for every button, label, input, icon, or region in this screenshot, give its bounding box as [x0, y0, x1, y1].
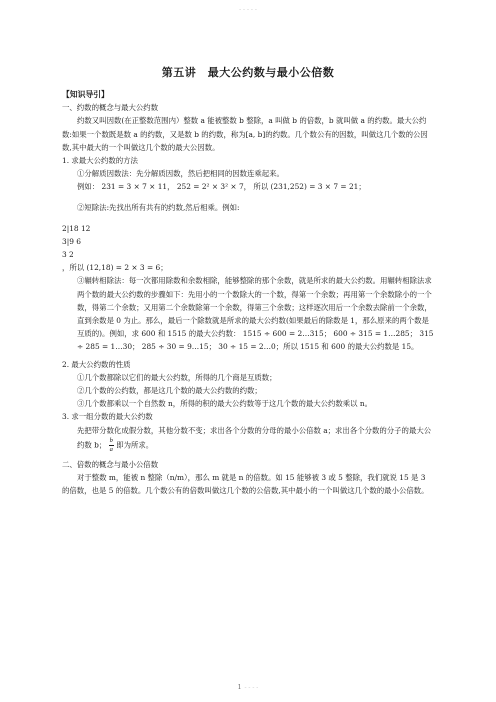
method-1-item-1: ①分解质因数法：先分解质因数，然后把相同的因数连乘起来。 [77, 169, 284, 179]
method-3-text-a: 先把带分数化成假分数，其他分数不变；求出各个分数的分母的最小公倍数 a；求出各个分数的分子的最大公约数 b； [77, 425, 432, 450]
method-2-item-2: ②几个数的公约数，都是这几个数的最大公约数的约数； [77, 386, 262, 396]
section-2-title: 二、倍数的概念与最小公倍数 [62, 459, 159, 469]
page-footer [0, 684, 496, 691]
method-3-title: 3. 求一组分数的最大公约数 [62, 412, 153, 422]
method-2-item-3: ③几个数都乘以一个自然数 n，所得的积的最大公约数等于这几个数的最大公约数乘以 n。 [77, 399, 373, 409]
short-division-row-3: 3 2 [62, 250, 74, 260]
section-1-paragraph: 约数又叫因数(在正整数范围内）整数 a 能被整数 b 整除，a 叫做 b 的倍数，b 就叫做 a 的约数。最大公约数:如果一个数既是数 a 的约数，又是数 b 的约数，称为[a, b]的约数。几个数公有的因数，叫做这几个数的公因数,其中最大的一个叫做这几个数的最大公因数。 [62, 116, 428, 152]
footer-watermark: - - - - [244, 684, 259, 691]
fraction-denominator: a [109, 445, 113, 453]
method-1-title: 1. 求最大公约数的方法 [62, 156, 138, 166]
method-1-item-2 [62, 194, 434, 222]
section-heading: 【知识导引】 [62, 90, 109, 99]
fraction-b-over-a [109, 437, 114, 454]
method-2-item-1: ①几个数都除以它们的最大公约数，所得的几个商是互质数； [77, 372, 277, 382]
item-2-text-a: ②短除法:先找出所有共有的约数,然后相乘。例如: [77, 202, 240, 212]
method-2-title: 2. 最大公约数的性质 [62, 359, 131, 369]
short-division-row-1: 2|18 12 [62, 223, 91, 233]
page-number: 1 [237, 684, 242, 691]
method-3-paragraph [62, 424, 434, 454]
item-2-text-b: ，所以 (12,18) = 2 × 3 = 6； [62, 263, 168, 273]
section-2-paragraph: 对于整数 m，能被 n 整除（n/m），那么 m 就是 n 的倍数。如 15 能够被 3 或 5 整除，我们就说 15 是 3 的倍数，也是 5 的倍数。几个数公有的倍数叫做这几个数的公倍数,其中最小的一个叫做这几个数的最小公倍数。 [62, 473, 429, 496]
short-division-row-2: 3|9 6 [62, 236, 81, 246]
method-1-item-3: ③辗转相除法：每一次都用除数和余数相除，能够整除的那个余数，就是所求的最大公约数。用辗转相除法求两个数的最大公约数的步骤如下：先用小的一个数除大的一个数，得第一个余数；再用第一个余数除小的一个数，得第二个余数；又用第二个余数除第一个余数，得第三个余数；这样逐次用后一个余数去除前一个余数，直到余数是 0 为止。那么，最后一个除数就是所求的最大公约数(如果最后的除数是 1，那么原来的两个数是互质的)。例如，求 600 和 1515 的最大公约数： 1515 ÷ 600 = 2…315； 600 ÷ 315 = 1…285； 315 ÷ 285 = 1…30； 285 ÷ 30 = 9…15； 30 ÷ 15 = 2…0；所以 1515 和 600 的最大公约数是 15。 [77, 276, 434, 352]
header-watermark: - - - - - [239, 6, 257, 13]
section-1-title: 一、约数的概念与最大公约数 [62, 103, 159, 113]
method-3-text-b: 即为所求。 [116, 440, 154, 450]
fraction-numerator: b [109, 436, 113, 444]
page-title: 第五讲 最大公约数与最小公倍数 [161, 66, 335, 79]
method-1-example: 例如： 231 = 3 × 7 × 11， 252 = 2² × 3² × 7， 所以 (231,252) = 3 × 7 = 21； [77, 182, 366, 192]
document-body [62, 88, 434, 497]
